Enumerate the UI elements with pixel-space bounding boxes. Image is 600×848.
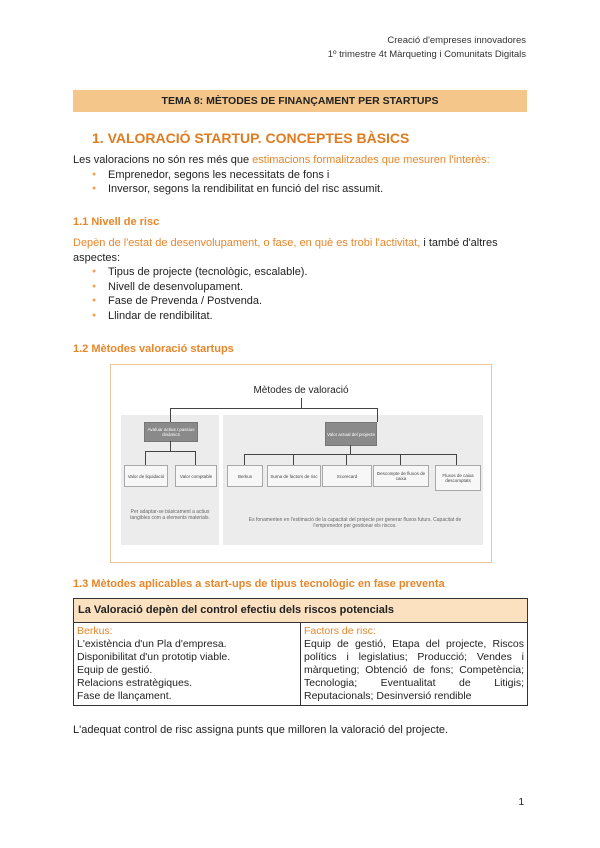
table-header: La Valoració depèn del control efectiu dels riscos potencials xyxy=(74,599,528,623)
list-item: ● Emprenedor, segons les necessitats de fons i xyxy=(73,168,533,183)
connector xyxy=(170,408,171,422)
list-item: ● Nivell de desenvolupament. xyxy=(73,280,533,295)
berkus-title: Berkus: xyxy=(77,625,113,637)
right-note: Es fonamenten en l'estimació de la capacitat del projecte per generar fluxos futurs. Capacitat de l'emprenedor per gestionar els riscos. xyxy=(248,517,462,529)
list-item: Relacions estratègiques. xyxy=(77,677,192,689)
header-term: 1º trimestre 4t Màrqueting i Comunitats Digitals xyxy=(327,49,526,60)
connector xyxy=(301,398,302,408)
document-header xyxy=(328,34,526,62)
section1-intro xyxy=(73,153,533,168)
list-item: Equip de gestió. xyxy=(77,664,153,676)
risk-factors-title: Factors de risc: xyxy=(304,625,376,637)
list-item: ● Tipus de projecte (tecnològic, escalable). xyxy=(73,265,533,280)
node-book-value: Valor comptable xyxy=(175,465,217,487)
section11-lead xyxy=(73,236,533,265)
section11-list xyxy=(73,265,533,323)
node-scorecard: Scorecard xyxy=(322,465,372,487)
connector xyxy=(400,454,401,465)
section11-body xyxy=(73,236,533,323)
connector xyxy=(170,408,377,409)
connector xyxy=(350,445,351,454)
section11-title: 1.1 Nivell de risc xyxy=(73,216,160,228)
node-berkus: Berkus xyxy=(227,465,263,487)
connector xyxy=(244,454,245,465)
intro-plain: Les valoracions no són res més que xyxy=(73,154,253,166)
connector xyxy=(244,454,456,455)
berkus-cell xyxy=(74,623,301,706)
connector xyxy=(377,408,378,422)
right-root-node: Valor actual del projecte xyxy=(325,422,377,446)
lead-plain: i també d'altres aspectes: xyxy=(73,237,498,264)
list-item: Disponibilitat d'un prototip viable. xyxy=(77,651,231,663)
left-root-node: Avaluar actius i passius dinàmics xyxy=(144,422,198,442)
risk-factors-text: Equip de gestió, Etapa del projecte, Riscos polítics i legislatius; Producció; Vendes i màrqueting; Obtenció de fons; Competència; Tecnologia; Eventualitat de Litigis; Reputacionals; Desinversió rendible xyxy=(304,638,524,702)
valuation-methods-diagram xyxy=(110,364,492,563)
node-cashflow-discount: Descompte de fluxos de caixa xyxy=(373,465,429,487)
header-course: Creació d'empreses innovadores xyxy=(387,35,526,46)
section1-list xyxy=(73,168,533,197)
connector xyxy=(346,454,347,465)
page-number: 1 xyxy=(518,797,524,808)
list-item: ● Inversor, segons la rendibilitat en funció del risc assumit. xyxy=(73,182,533,197)
list-item: Fase de llançament. xyxy=(77,690,172,702)
intro-highlight: estimacions formalitzades que mesuren l'interès: xyxy=(252,154,490,166)
connector xyxy=(170,441,171,451)
node-liquidation: Valor de liquidació xyxy=(124,465,168,487)
topic-banner: TEMA 8: MÈTODES DE FINANÇAMENT PER STARTUPS xyxy=(73,90,527,112)
connector xyxy=(293,454,294,465)
connector xyxy=(145,451,146,465)
risk-factors-cell xyxy=(301,623,528,706)
connector xyxy=(456,454,457,465)
section13-title: 1.3 Mètodes aplicables a start-ups de tipus tecnològic en fase preventa xyxy=(73,578,445,590)
table-footer-note: L'adequat control de risc assigna punts que milloren la valoració del projecte. xyxy=(73,724,449,736)
list-item: ● Llindar de rendibilitat. xyxy=(73,309,533,324)
section1-body xyxy=(73,153,533,197)
list-item: L'existència d'un Pla d'empresa. xyxy=(77,638,227,650)
lead-highlight: Depèn de l'estat de desenvolupament, o fase, en què es trobi l'activitat, xyxy=(73,237,421,249)
connector xyxy=(195,451,196,465)
node-discounted-cashflows: Fluxos de caixa descomptats xyxy=(435,465,481,491)
list-item: ● Fase de Prevenda / Postvenda. xyxy=(73,294,533,309)
diagram-title: Mètodes de valoració xyxy=(253,385,349,396)
section1-title: 1. VALORACIÓ STARTUP. CONCEPTES BÀSICS xyxy=(92,130,410,146)
section12-title: 1.2 Mètodes valoració startups xyxy=(73,343,234,355)
risk-control-table xyxy=(73,598,528,706)
left-note: Per adaptar-se bàsicament a actius tangibles com a elements materials. xyxy=(130,509,210,521)
connector xyxy=(145,451,195,452)
node-risk-factors: Suma de factors de risc xyxy=(267,465,321,487)
